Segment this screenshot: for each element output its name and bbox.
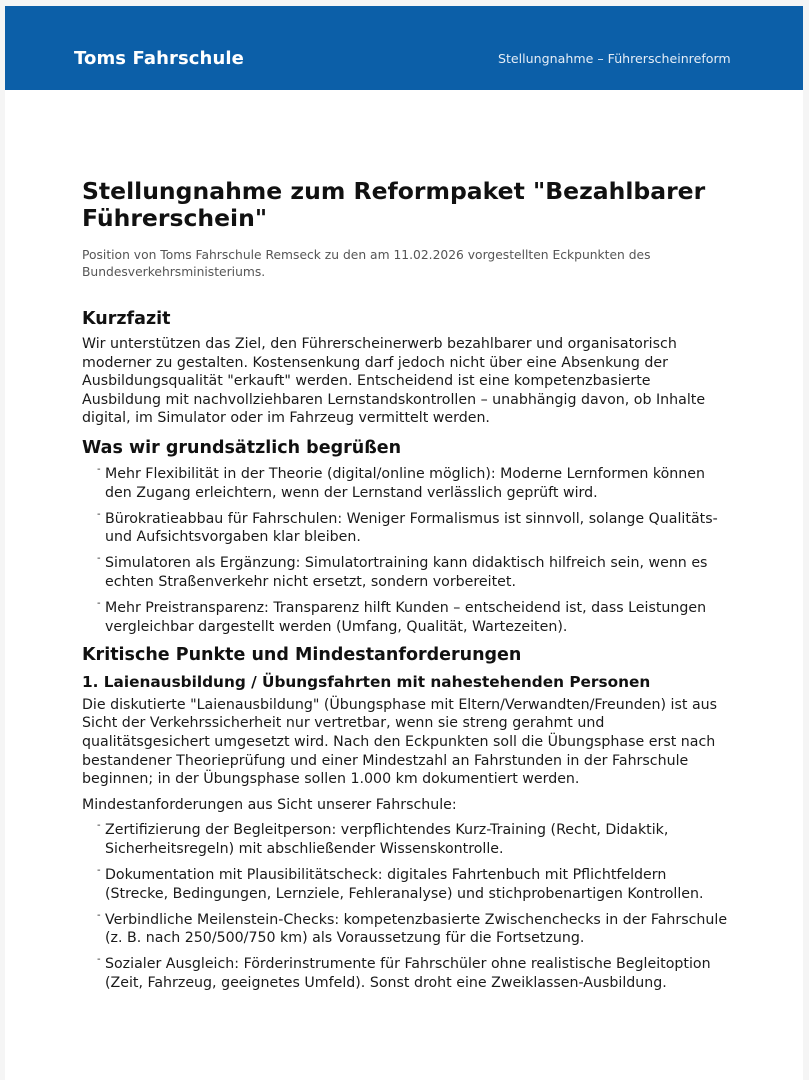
brand-logo-text[interactable]: Toms Fahrschule <box>74 48 244 69</box>
list-item-text: Verbindliche Meilenstein-Checks: kompetenzbasierte Zwischenchecks in der Fahrschule (z. B. nach 250/500/750 km) als Voraussetzung für die Fortsetzung. <box>105 911 728 947</box>
list-item <box>97 820 732 858</box>
requirements-intro: Mindestanforderungen aus Sicht unserer Fahrschule: <box>82 796 457 813</box>
section-heading-begruessen: Was wir grundsätzlich begrüßen <box>82 437 402 458</box>
list-item-text: Mehr Preistransparenz: Transparenz hilft Kunden – entscheidend ist, dass Leistungen vergleichbar dargestellt werden (Umfang, Qualität, Wartezeiten). <box>105 600 707 635</box>
page-title: Stellungnahme zum Reformpaket "Bezahlbarer Führerschein" <box>82 177 706 232</box>
bullet-dash-icon: - <box>97 954 101 966</box>
list-item <box>97 463 732 502</box>
header-page-title: Stellungnahme – Führerscheinreform <box>498 51 731 66</box>
kurzfazit-text: Wir unterstützen das Ziel, den Führerscheinerwerb bezahlbarer und organisatorisch moderner zu gestalten. Kostensenkung darf jedoch nicht über eine Absenkung der Ausbildungsqualität "erkauft" werden. Entscheidend ist eine kompetenzbasierte Ausbildung mit nachvollziehbaren Lernstandskontrollen – unabhängig davon, ob Inhalte digital, im Simulator oder im Fahrzeug vermittelt werden. <box>82 336 706 427</box>
section-heading-kurzfazit: Kurzfazit <box>82 309 171 329</box>
requirements-list <box>82 821 732 992</box>
site-header <box>5 6 803 90</box>
list-item <box>97 508 732 547</box>
list-item-text: Zertifizierung der Begleitperson: verpflichtendes Kurz-Training (Recht, Didaktik, Sicherheitsregeln) mit abschließender Wissenskontrolle. <box>105 822 669 857</box>
bullet-dash-icon: - <box>97 553 101 565</box>
list-item-text: Dokumentation mit Plausibilitätscheck: digitales Fahrtenbuch mit Pflichtfeldern (Strecke, Bedingungen, Lernziele, Fehleranalyse) und stichprobenartigen Kontrollen. <box>105 866 704 902</box>
bullet-dash-icon: - <box>97 820 101 832</box>
list-item-text: Mehr Flexibilität in der Theorie (digital/online möglich): Moderne Lernformen können den Zugang erleichtern, wenn der Lernstand verlässlich geprüft wird. <box>105 465 706 501</box>
list-item <box>97 553 732 591</box>
begruessen-list <box>82 465 732 636</box>
list-item <box>97 598 732 636</box>
subsection-heading-laienausbildung: 1. Laienausbildung / Übungsfahrten mit nahestehenden Personen <box>82 672 651 691</box>
bullet-dash-icon: - <box>97 508 101 520</box>
laienausbildung-text: Die diskutierte "Laienausbildung" (Übungsphase mit Eltern/Verwandten/Freunden) ist aus Sicht der Verkehrssicherheit nur vertretbar, wenn sie streng gerahmt und qualitätsgesichert umgesetzt wird. Nach den Eckpunkten soll die Übungsphase erst nach bestandener Theorieprüfung und einer Mindestzahl an Fahrstunden in der Fahrschule beginnen; in der Übungsphase sollen 1.000 km dokumentiert werden. <box>82 696 718 788</box>
list-item-text: Bürokratieabbau für Fahrschulen: Weniger Formalismus ist sinnvoll, solange Qualitäts- und Aufsichtsvorgaben klar bleiben. <box>105 510 718 546</box>
section-heading-kritisch: Kritische Punkte und Mindestanforderungen <box>82 644 522 665</box>
page-subtitle: Position von Toms Fahrschule Remseck zu den am 11.02.2026 vorgestellten Eckpunkten des Bundesverkehrsministeriums. <box>82 248 651 279</box>
list-item-text: Sozialer Ausgleich: Förderinstrumente für Fahrschüler ohne realistische Begleitoption (Zeit, Fahrzeug, geeignetes Umfeld). Sonst droht eine Zweiklassen-Ausbildung. <box>105 956 711 991</box>
list-item <box>97 909 732 948</box>
bullet-dash-icon: - <box>97 463 101 475</box>
page <box>5 6 803 1080</box>
list-item-text: Simulatoren als Ergänzung: Simulatortraining kann didaktisch hilfreich sein, wenn es echten Straßenverkehr nicht ersetzt, sondern vorbereitet. <box>105 555 708 590</box>
bullet-dash-icon: - <box>97 598 101 610</box>
list-item <box>97 864 732 903</box>
bullet-dash-icon: - <box>97 909 101 921</box>
document-content <box>82 178 732 1000</box>
list-item <box>97 954 732 992</box>
bullet-dash-icon: - <box>97 864 101 876</box>
